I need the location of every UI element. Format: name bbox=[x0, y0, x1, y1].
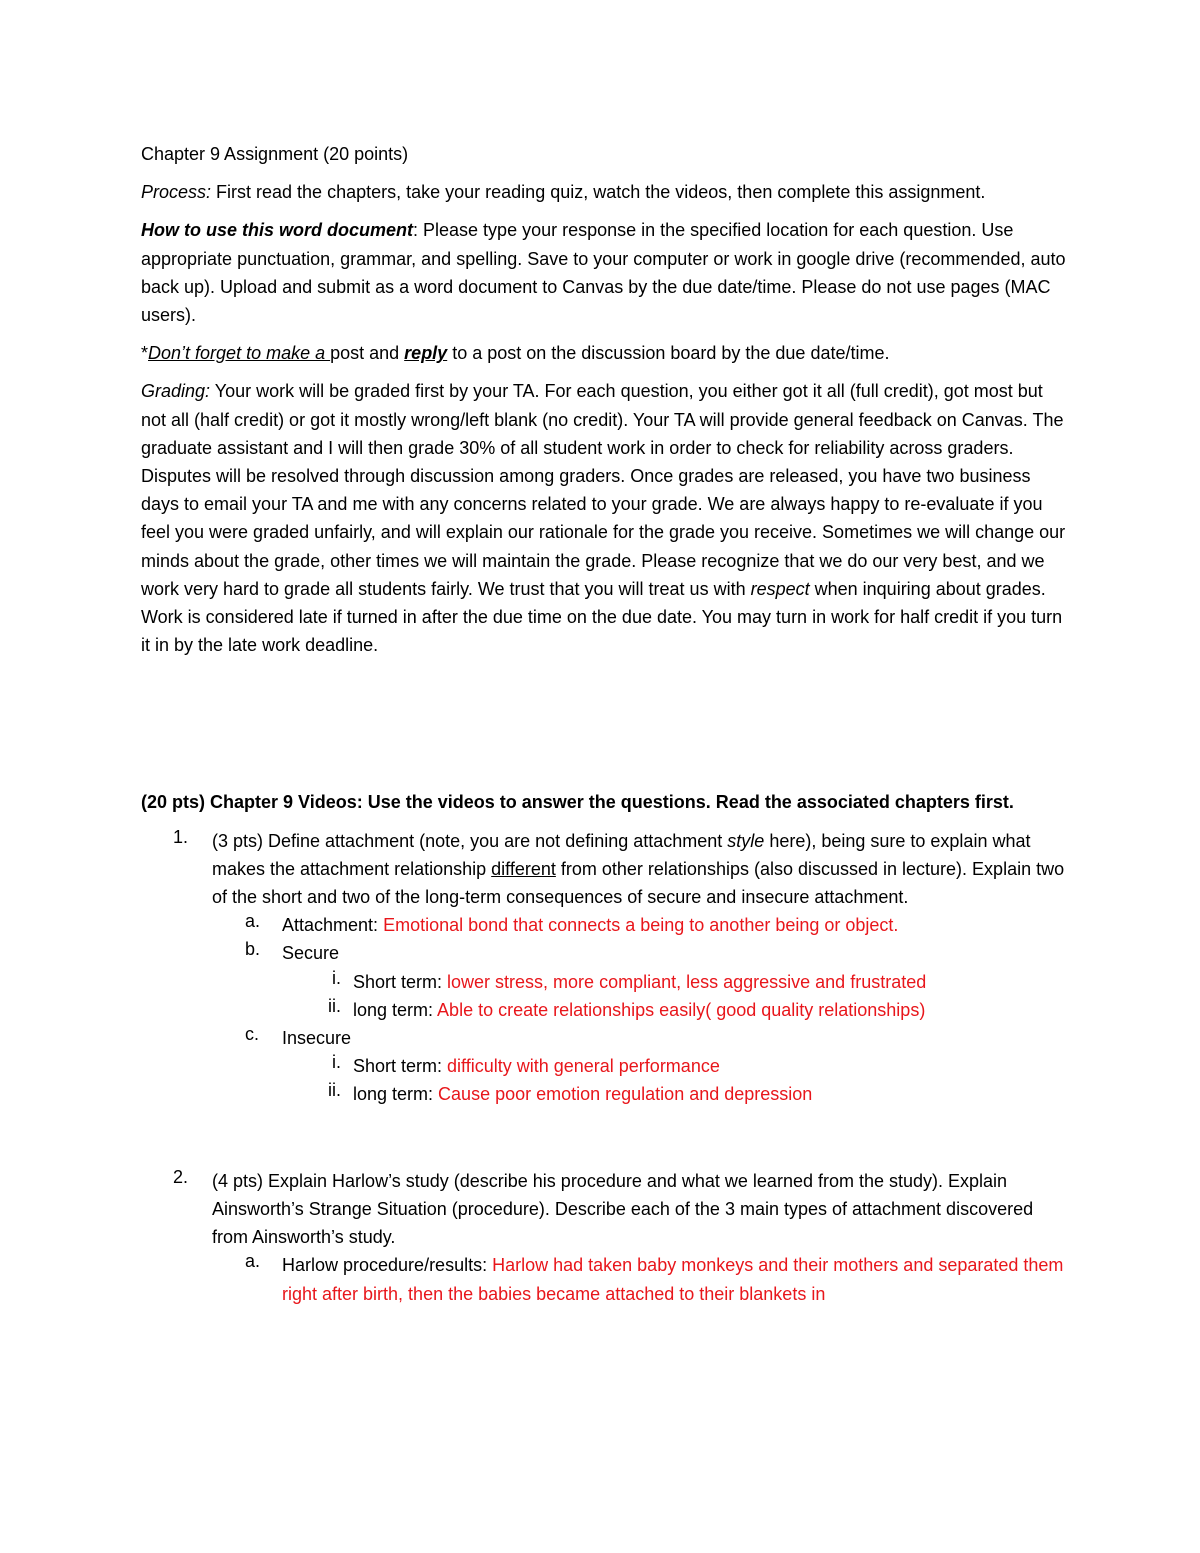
question-text bbox=[212, 827, 1071, 912]
list-marker: i. bbox=[332, 967, 341, 988]
list-marker: c. bbox=[245, 1024, 260, 1045]
process-label: Process: bbox=[141, 182, 212, 203]
grading-paragraph bbox=[141, 377, 1071, 659]
process-text: First read the chapters, take your reading quiz, watch the videos, then complete this assignment. bbox=[211, 182, 986, 203]
question-underline: different bbox=[491, 858, 556, 879]
reminder-star: * bbox=[141, 343, 149, 364]
answer-label: Short term: bbox=[353, 971, 448, 992]
howto-text: : Please type your response in the specified location for each question. Use appropriate punctuation, grammar, and spelling. Save to your computer or work in google drive (recommended, auto back up). Upload and submit as a word document to Canvas by the due date/time. Please do not use pages (MAC users). bbox=[141, 220, 1066, 326]
section-heading: (20 pts) Chapter 9 Videos: Use the videos to answer the questions. Read the associated chapters first. bbox=[141, 792, 1014, 813]
spacer bbox=[141, 1109, 1071, 1167]
answer-label: long term: bbox=[353, 999, 438, 1020]
question-text-part: here), being sure to explain what makes the attachment relationship bbox=[212, 830, 1031, 879]
answer-item-secure-long bbox=[141, 996, 1071, 1024]
answer-label: Insecure bbox=[282, 1028, 352, 1049]
list-marker: ii. bbox=[328, 1080, 341, 1101]
reminder-part2: post and bbox=[330, 343, 405, 364]
answer-label: Secure bbox=[282, 943, 340, 964]
grading-text-1: Your work will be graded first by your TA. For each question, you either got it all (full credit), got most but not all (half credit) or got it mostly wrong/left blank (no credit). Your TA will provide general feedback on Canvas. The graduate assistant and I will then grade 30% of all student work in order to check for reliability across graders. Disputes will be resolved through discussion among graders. Once grades are released, you have two business days to email your TA and me with any concerns related to your grade. We are always happy to re-evaluate if you feel you were graded unfairly, and will explain our rationale for the grade you receive. Sometimes we will change our minds about the grade, other times we will maintain the grade. Please recognize that we do our very best, and we work very hard to grade all students fairly. We trust that you will treat us with bbox=[141, 381, 1066, 599]
howto-paragraph bbox=[141, 216, 1071, 329]
question-number: 2. bbox=[173, 1166, 189, 1187]
reminder-part1: Don’t forget to make a bbox=[148, 343, 331, 364]
answer-item-attachment bbox=[141, 911, 1071, 939]
question-text: (4 pts) Explain Harlow’s study (describe his procedure and what we learned from the study). Explain Ainsworth’s Strange Situation (procedure). Describe each of the 3 main types of attachment discovered from Ainsworth’s study. bbox=[212, 1170, 1034, 1248]
grading-label: Grading: bbox=[141, 381, 211, 402]
list-marker: i. bbox=[332, 1052, 341, 1073]
answer-item-insecure bbox=[141, 1024, 1071, 1052]
list-marker: b. bbox=[245, 939, 261, 960]
answer-item-secure bbox=[141, 939, 1071, 967]
process-paragraph bbox=[141, 178, 1071, 206]
answer-item-secure-short bbox=[141, 968, 1071, 996]
document-page bbox=[141, 140, 1071, 1308]
answer-text[interactable]: Able to create relationships easily( good quality relationships) bbox=[437, 999, 926, 1020]
answer-text[interactable]: lower stress, more compliant, less aggressive and frustrated bbox=[447, 971, 927, 992]
answer-label: long term: bbox=[353, 1084, 439, 1105]
howto-label: How to use this word document bbox=[141, 220, 414, 241]
list-marker: a. bbox=[245, 911, 261, 932]
answer-item-insecure-long bbox=[141, 1080, 1071, 1108]
answer-item-insecure-short bbox=[141, 1052, 1071, 1080]
answer-text[interactable]: Emotional bond that connects a being to another being or object. bbox=[383, 915, 899, 936]
reminder-reply: reply bbox=[404, 343, 448, 364]
grading-text-2: when inquiring about grades. Work is considered late if turned in after the due time on the due date. You may turn in work for half credit if you turn it in by the late work deadline. bbox=[141, 578, 1063, 656]
question-1 bbox=[141, 827, 1071, 912]
reminder-part4: to a post on the discussion board by the due date/time. bbox=[447, 343, 890, 364]
question-2 bbox=[141, 1167, 1071, 1252]
answer-label: Short term: bbox=[353, 1056, 448, 1077]
question-text-part: (3 pts) Define attachment (note, you are not defining attachment bbox=[212, 830, 728, 851]
answer-text[interactable]: Cause poor emotion regulation and depression bbox=[438, 1084, 813, 1105]
list-marker: ii. bbox=[328, 995, 341, 1016]
answer-label: Attachment: bbox=[282, 915, 384, 936]
question-number: 1. bbox=[173, 826, 189, 847]
answer-label: Harlow procedure/results: bbox=[282, 1255, 493, 1276]
answer-text[interactable]: difficulty with general performance bbox=[447, 1056, 720, 1077]
answer-text[interactable]: Harlow had taken baby monkeys and their mothers and separated them right after birth, then the babies became attached to their blankets in bbox=[282, 1255, 1064, 1304]
reminder-paragraph bbox=[141, 339, 1071, 367]
grading-emphasis: respect bbox=[750, 578, 810, 599]
question-emphasis: style bbox=[727, 830, 765, 851]
list-marker: a. bbox=[245, 1251, 261, 1272]
answer-item-harlow bbox=[141, 1251, 1071, 1307]
question-text-part: from other relationships (also discussed in lecture). Explain two of the short and two of the long-term consequences of secure and insecure attachment. bbox=[212, 858, 1065, 908]
document-title: Chapter 9 Assignment (20 points) bbox=[141, 144, 409, 164]
